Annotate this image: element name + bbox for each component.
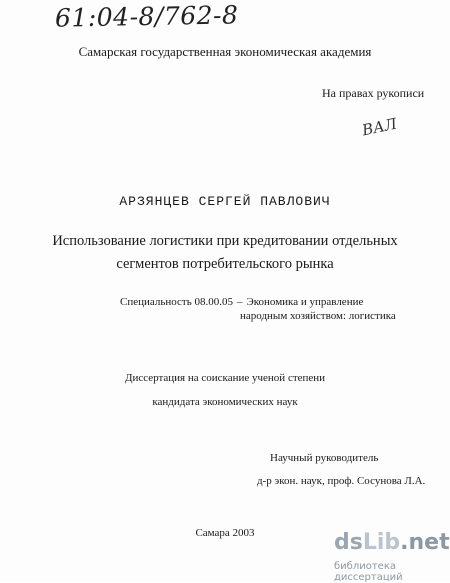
dslib-watermark [334,530,450,583]
degree-line2: кандидата экономических наук [152,396,298,408]
watermark-subtitle: библиотека диссертаций [334,561,403,583]
supervisor-name: д-р экон. наук, проф. Сосунова Л.А. [257,475,426,487]
dissertation-title-line1: Использование логистики при кредитовании отдельных [52,233,398,249]
logo-part-lib: Lib [362,530,401,555]
city-year: Самара 2003 [195,527,255,539]
specialty-line [120,296,363,308]
specialty-name-line2: народным хозяйством: логистика [240,310,396,322]
dissertation-title-line2: сегментов потребительского рынка [116,256,334,272]
specialty-label: Специальность 08.00.05 [120,296,233,308]
rights-note: На правах рукописи [322,86,425,100]
author-name: АРЗЯНЦЕВ СЕРГЕЙ ПАВЛОВИЧ [119,194,331,209]
institution-name: Самарская государственная экономическая академия [78,44,372,59]
logo-part-net: .net [400,530,450,555]
logo-part-ds: ds [334,530,363,555]
dslib-logo [334,530,450,555]
degree-line1: Диссертация на соискание ученой степени [124,372,326,384]
handwritten-catalog-number: 61:04-8/762-8 [54,0,239,33]
specialty-name-line1: Экономика и управление [246,296,364,308]
specialty-dash: – [236,296,243,308]
handwritten-initials: ВАЛ [360,114,399,140]
supervisor-label: Научный руководитель [270,452,379,464]
